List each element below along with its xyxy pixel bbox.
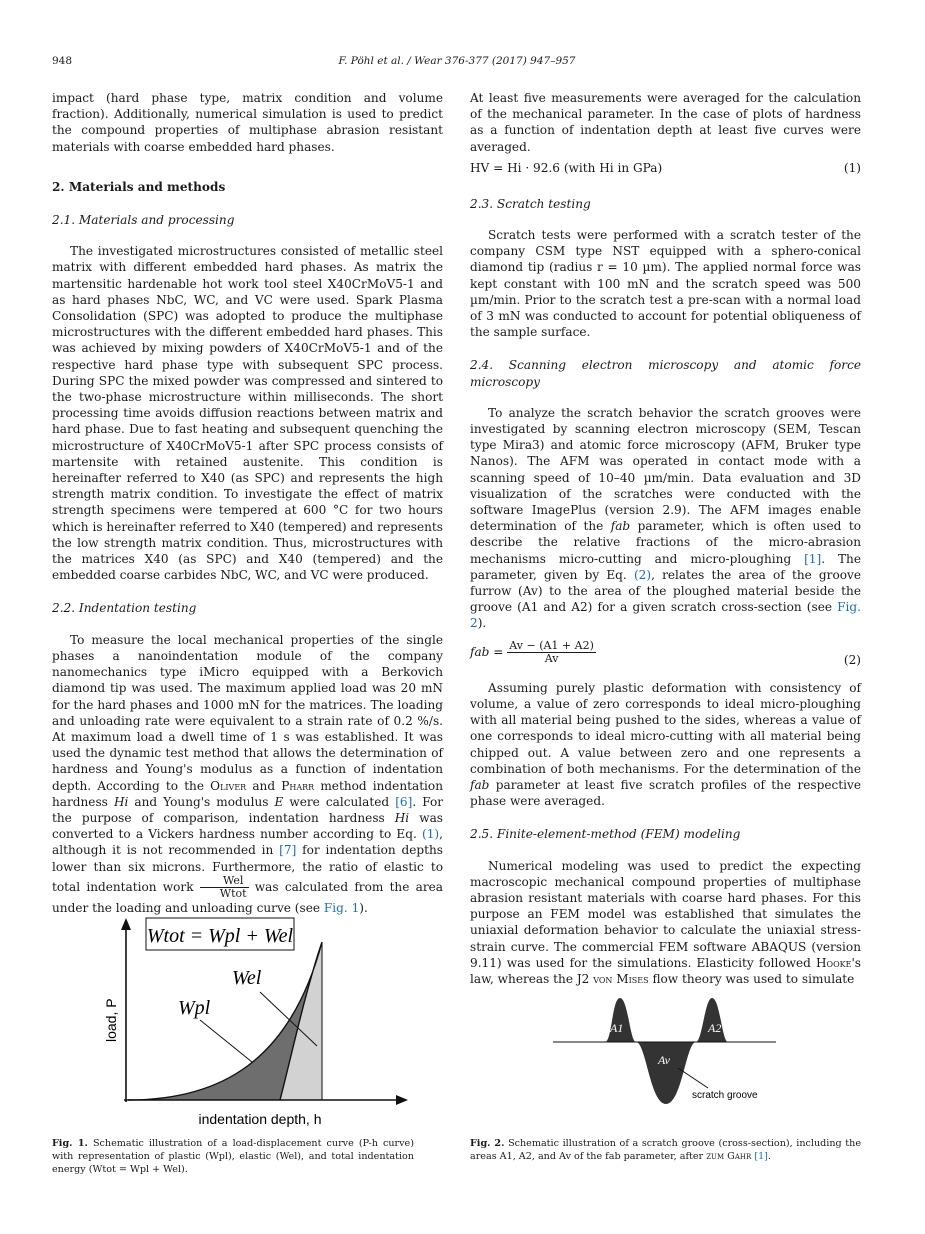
label-wpl: Wpl: [178, 997, 211, 1019]
subsection-2-5-title: 2.5. Finite-element-method (FEM) modeling: [470, 827, 741, 842]
area-av: [636, 1042, 696, 1104]
x-axis-label: indentation depth, h: [198, 1111, 322, 1127]
author-hooke: Hooke: [815, 955, 852, 970]
right-column: [470, 90, 861, 987]
equation-1-body: HV = Hi · 92.6 (with Hi in GPa): [470, 160, 663, 175]
author-pharr: Pharr: [281, 778, 315, 793]
label-a2: A2: [708, 1021, 722, 1035]
running-head: F. Pöhl et al. / Wear 376-377 (2017) 947–957: [338, 55, 576, 67]
page-header: [52, 55, 862, 69]
x-axis-arrow-icon: [396, 1095, 408, 1105]
citation-link-1[interactable]: [1]: [804, 551, 822, 566]
intro-paragraph: impact (hard phase type, matrix condition and volume fraction). Additionally, numerical simulation is used to predict the compound properties of multiphase abrasion resistant materials with coarse embedded hard phases.: [52, 91, 443, 154]
figure-2-caption: Fig. 2. Schematic illustration of a scratch groove (cross-section), including the areas A1, A2, and Av of the fab parameter, after zum Gahr [1].: [470, 1138, 861, 1162]
equation-link-2[interactable]: (2): [633, 567, 652, 582]
subsection-2-2-title: 2.2. Indentation testing: [52, 601, 197, 616]
figure-1: [100, 912, 430, 1132]
author-von-mises: von Mises: [593, 971, 649, 986]
figure-link-1[interactable]: Fig. 1: [323, 900, 360, 915]
equation-box-text: Wtot = Wpl + Wel: [146, 925, 294, 947]
load-displacement-diagram: [100, 912, 430, 1132]
equation-1-number: (1): [843, 160, 861, 175]
equation-2-number: (2): [843, 652, 861, 667]
subsection-2-1-title: 2.1. Materials and processing: [52, 213, 235, 228]
plastic-deformation-text: Assuming purely plastic deformation with consistency of volume, a value of zero corresponds to ideal micro-ploughing with all material being pushed to the sides, whereas a value of one corresponds to ideal micro-cutting with all material being chipped out. A value between zero and one represents a combination of both mechanisms. For the determination of the fab parameter at least five scratch profiles of the respective phase were averaged.: [470, 680, 861, 809]
work-ratio-fraction: $\frac{\text{Wel}}{\text{Wtot}}$: [200, 875, 249, 900]
label-av: Av: [658, 1053, 670, 1067]
left-column: [52, 90, 443, 916]
equation-2-body: fab = $\frac{Av - (A1 + A2)}{Av}$: [470, 638, 594, 665]
citation-link-1-caption[interactable]: [1]: [754, 1151, 768, 1162]
averaging-paragraph: At least five measurements were averaged for the calculation of the mechanical parameter. In the case of plots of hardness as a function of indentation depth at least five curves were averaged.: [470, 91, 861, 154]
section-2-title: 2. Materials and methods: [52, 179, 226, 194]
label-wel: Wel: [232, 967, 262, 989]
subsection-2-4-title: 2.4. Scanning electron microscopy and atomic force microscopy: [470, 358, 861, 389]
indentation-testing-text: To measure the local mechanical properties of the single phases a nanoindentation module of the company nanomechanics type iMicro equipped with a Berkovich diamond tip was used. The maximum applied load was 20 mN for the hard phases and 1000 mN for the matrices. The loading and unloading rate were equivalent to a strain rate of 0.2 %/s. At maximum load a dwell time of 1 s was established. It was used the dynamic test method that allows the determination of hardness and Young's modulus as a function of indentation depth. According to the Oliver and Pharr method indentation hardness Hi and Young's modulus E were calculated [6]. For the purpose of comparison, indentation hardness Hi was converted to a Vickers hardness number according to Eq. (1), although it is not recommended in [7] for indentation depths lower than six microns. Furthermore, the ratio of elastic to total indentation work $\frac{\text{Wel}}{\text{Wtot}}$ was calculated from the area under the loading and unloading curve (see Fig. 1).: [52, 632, 444, 915]
fem-modeling-text: Numerical modeling was used to predict the expecting macroscopic mechanical compound properties of multiphase abrasion resistant materials with coarse hard phases. For this purpose an FEM model was established that simulates the uniaxial deformation behavior to calculate the uniaxial stress-strain curve. The commercial FEM software ABAQUS (version 9.11) was used for the simulations. Elasticity followed Hooke's law, whereas the J2 von Mises flow theory was used to simulate: [470, 858, 861, 986]
citation-link-6[interactable]: [6]: [395, 794, 413, 809]
groove-pointer: [678, 1068, 708, 1088]
equation-2: [470, 640, 861, 674]
wpl-pointer: [200, 1020, 252, 1062]
materials-processing-text: The investigated microstructures consisted of metallic steel matrix with different embedded hard phases. As matrix the martensitic hardenable hot work tool steel X40CrMoV5-1 and as hard phases NbC, WC, and VC were used. Spark Plasma Consolidation (SPC) was adopted to produce the multiphase microstructures with the different embedded hard phases. This was achieved by mixing powders of X40CrMoV5-1 and of the respective hard phase type with subsequent SPC process. During SPC the mixed powder was compressed and sintered to the two-phase microstructure within milliseconds. The short processing time avoids diffusion reactions between matrix and hard phase. Due to fast heating and subsequent quenching the microstructure of X40CrMoV5-1 after SPC process consists of martensite with retained austenite. This condition is hereinafter referred to X40 (as SPC) and represents the high strength matrix condition. To investigate the effect of matrix strength specimens were tempered at 600 °C for two hours which is hereinafter referred to X40 (tempered) and represents the low strength matrix condition. Thus, microstructures with the matrices X40 (as SPC) and X40 (tempered) and the embedded coarse carbides NbC, WC, and VC were produced.: [52, 244, 443, 583]
figure-2: [550, 990, 780, 1110]
author-oliver: Oliver: [210, 778, 247, 793]
equation-1: [470, 160, 861, 186]
scratch-groove-diagram: [550, 990, 780, 1110]
author-zum-gahr: zum Gahr: [706, 1151, 752, 1162]
area-a2: [696, 998, 728, 1042]
figure-link-2[interactable]: Fig. 2: [470, 600, 861, 631]
figure-1-caption: Fig. 1. Schematic illustration of a load-displacement curve (P-h curve) with representation of plastic (Wpl), elastic (Wel), and total indentation energy (Wtot = Wpl + Wel).: [52, 1138, 414, 1175]
citation-link-7[interactable]: [7]: [279, 843, 297, 858]
area-a1: [605, 998, 636, 1042]
y-axis-label: load, P: [103, 998, 119, 1042]
page-number: 948: [52, 55, 73, 67]
label-scratch-groove: scratch groove: [692, 1090, 758, 1101]
label-a1: A1: [610, 1021, 624, 1035]
scratch-testing-text: Scratch tests were performed with a scratch tester of the company CSM type NST equipped with a sphero-conical diamond tip (radius r = 10 µm). The applied normal force was kept constant with 100 mN and the scratch speed was 500 µm/min. Prior to the scratch test a pre-scan with a normal load of 3 mN was conducted to account for potential obliqueness of the sample surface.: [470, 228, 861, 340]
subsection-2-3-title: 2.3. Scratch testing: [470, 196, 591, 211]
y-axis-arrow-icon: [121, 918, 131, 930]
equation-link-1[interactable]: (1): [422, 827, 440, 842]
sem-afm-text: To analyze the scratch behavior the scratch grooves were investigated by scanning electron microscopy (SEM, Tescan type Mira3) and atomic force microscopy (AFM, Bruker type Nanos). The AFM was operated in contact mode with a scanning speed of 10–40 µm/min. Data evaluation and 3D visualization of the scratches were conducted with the software ImagePlus (version 2.9). The AFM images enable determination of the fab parameter, which is often used to describe the relative fractions of the micro-abrasion mechanisms micro-cutting and micro-ploughing [1]. The parameter, given by Eq. (2), relates the area of the groove furrow (Av) to the area of the ploughed material beside the groove (A1 and A2) for a given scratch cross-section (see Fig. 2).: [470, 405, 862, 631]
